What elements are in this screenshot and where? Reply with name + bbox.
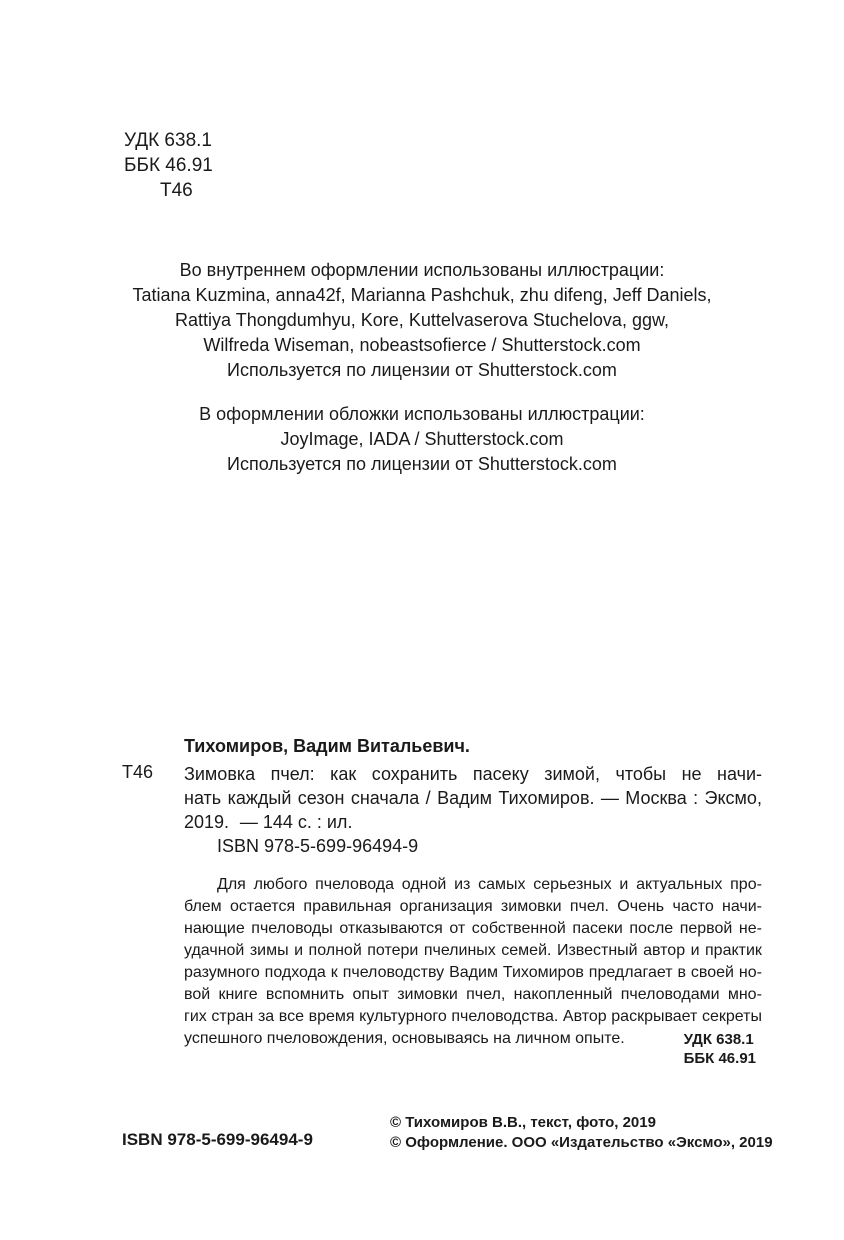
title-line xyxy=(184,786,762,810)
word: организация xyxy=(399,898,493,915)
word: пчеловодству xyxy=(342,964,445,981)
isbn-bottom: ISBN 978-5-699-96494-9 xyxy=(122,1130,313,1149)
word: пчеловодства. xyxy=(451,1008,559,1025)
author-mark: Т46 xyxy=(160,180,193,201)
word: одной xyxy=(401,876,447,893)
credit-spacer xyxy=(0,383,844,402)
word: как xyxy=(330,764,357,784)
word: после xyxy=(629,920,674,937)
word: успешного пчеловождения, основываясь на личном опыте. xyxy=(184,1030,625,1047)
annotation xyxy=(184,874,762,1050)
annotation-line xyxy=(184,1006,762,1028)
word: зимы xyxy=(249,942,289,959)
word: и xyxy=(294,942,304,959)
word: зимовки xyxy=(397,986,458,1003)
word: — xyxy=(600,788,619,808)
word: Москва xyxy=(625,788,687,808)
word: актуальных xyxy=(636,876,723,893)
classification-codes-right xyxy=(684,1030,756,1068)
word: к xyxy=(330,964,338,981)
word: пчелиных xyxy=(423,942,496,959)
word: Очень xyxy=(617,898,665,915)
word: пчеловоды xyxy=(251,920,333,937)
word: подхода xyxy=(264,964,326,981)
word: : xyxy=(693,788,699,808)
annotation-line xyxy=(184,984,762,1006)
word: автор xyxy=(643,942,686,959)
word: Вадим xyxy=(449,964,498,981)
word: вспомнить xyxy=(265,986,345,1003)
credit-line: Tatiana Kuzmina, anna42f, Marianna Pashchuk, zhu difeng, Jeff Daniels, xyxy=(132,285,712,305)
word: семей. xyxy=(501,942,552,959)
title-line xyxy=(184,762,762,786)
credit-line: Wilfreda Wiseman, nobeastsofierce / Shutterstock.com xyxy=(203,335,641,355)
bibliographic-description xyxy=(184,762,762,834)
bbk-code-right: ББК 46.91 xyxy=(683,1050,756,1067)
word: удачной xyxy=(184,942,245,959)
credit-line: Используется по лицензии от Shutterstock.com xyxy=(227,360,617,380)
annotation-line xyxy=(184,896,762,918)
cover-credit-line: JoyImage, IADA / Shutterstock.com xyxy=(280,429,564,449)
illustration-credits xyxy=(0,258,844,477)
word: но- xyxy=(738,964,762,981)
word: и xyxy=(690,942,700,959)
word: от xyxy=(449,920,466,937)
word: и xyxy=(619,876,629,893)
author-heading: Тихомиров, Вадим Витальевич. xyxy=(184,736,470,756)
word: раскрывает xyxy=(611,1008,698,1025)
word: вой xyxy=(184,986,211,1003)
word: сначала xyxy=(350,788,420,808)
word: книге xyxy=(218,986,258,1003)
annotation-line xyxy=(184,874,762,896)
word: стран xyxy=(211,1008,254,1025)
word: Для xyxy=(217,876,246,893)
word: зимовки xyxy=(500,898,562,915)
word: все xyxy=(278,1008,304,1025)
annotation-line xyxy=(184,962,762,984)
word: пчеловодами xyxy=(620,986,720,1003)
word: правильная xyxy=(303,898,392,915)
word: самых xyxy=(478,876,526,893)
word: в xyxy=(677,964,686,981)
word: из xyxy=(454,876,471,893)
word: пчел. xyxy=(569,898,609,915)
word: любого xyxy=(253,876,308,893)
title-line xyxy=(184,810,762,834)
classification-block xyxy=(124,128,213,203)
word: пчел: xyxy=(270,764,315,784)
word: Тихомиров xyxy=(502,964,584,981)
word: начи- xyxy=(717,764,762,784)
udk-code: УДК 638.1 xyxy=(124,130,212,151)
copyright-text: © Тихомиров В.В., текст, фото, 2019 xyxy=(390,1114,656,1131)
word: чтобы xyxy=(615,764,667,784)
word: накопленный xyxy=(513,986,613,1003)
credit-line: Во внутреннем оформлении использованы иллюстрации: xyxy=(179,260,665,280)
word: не xyxy=(681,764,702,784)
word: опыт xyxy=(352,986,389,1003)
word: про- xyxy=(730,876,762,893)
bibliographic-code: Т46 xyxy=(122,762,154,782)
cover-credit-line: Используется по лицензии от Shutterstock.com xyxy=(227,454,617,474)
word: Автор xyxy=(562,1008,607,1025)
isbn-main: ISBN 978-5-699-96494-9 xyxy=(217,836,419,856)
annotation-line xyxy=(184,1028,762,1050)
word: Вадим xyxy=(437,788,493,808)
credit-line: Rattiya Thongdumhyu, Kore, Kuttelvaserova Stuchelova, ggw, xyxy=(175,310,669,330)
word: Известный xyxy=(556,942,638,959)
word: / xyxy=(425,788,431,808)
word: каждый xyxy=(227,788,292,808)
word: часто xyxy=(672,898,714,915)
copyright-block xyxy=(390,1113,773,1153)
word: секреты xyxy=(701,1008,762,1025)
word: гих xyxy=(184,1008,207,1025)
word: блем xyxy=(184,898,222,915)
word: 2019. xyxy=(184,812,230,832)
word: первой xyxy=(679,920,733,937)
word: серьезных xyxy=(533,876,612,893)
word: пасеку xyxy=(472,764,529,784)
word: практик xyxy=(705,942,762,959)
word: пчеловода xyxy=(315,876,395,893)
word: мно- xyxy=(727,986,762,1003)
word: начи- xyxy=(722,898,762,915)
word: — 144 с. : ил. xyxy=(239,812,353,832)
word: не- xyxy=(738,920,762,937)
word: Зимовка xyxy=(184,764,256,784)
word: сохранить xyxy=(371,764,458,784)
word: отказываются xyxy=(339,920,443,937)
word: полной xyxy=(308,942,362,959)
bbk-code: ББК 46.91 xyxy=(124,155,213,176)
word: Тихомиров. xyxy=(498,788,595,808)
udk-code-right: УДК 638.1 xyxy=(683,1031,754,1048)
word: культурного xyxy=(359,1008,447,1025)
word: Эксмо, xyxy=(704,788,762,808)
word: нающие xyxy=(184,920,245,937)
word: пчел, xyxy=(466,986,506,1003)
word: потери xyxy=(367,942,419,959)
word: зимой, xyxy=(544,764,600,784)
word: за xyxy=(257,1008,275,1025)
word: своей xyxy=(690,964,734,981)
word: собственной xyxy=(471,920,566,937)
word: время xyxy=(308,1008,355,1025)
word: разумного xyxy=(184,964,260,981)
word: остается xyxy=(229,898,296,915)
copyright-design: © Оформление. ООО «Издательство «Эксмо», 2019 xyxy=(390,1134,773,1151)
cover-credit-line: В оформлении обложки использованы иллюстрации: xyxy=(199,404,645,424)
annotation-line xyxy=(184,918,762,940)
word: предлагает xyxy=(588,964,673,981)
word: сезон xyxy=(297,788,345,808)
word: нать xyxy=(184,788,222,808)
annotation-line xyxy=(184,940,762,962)
word: пасеки xyxy=(572,920,623,937)
